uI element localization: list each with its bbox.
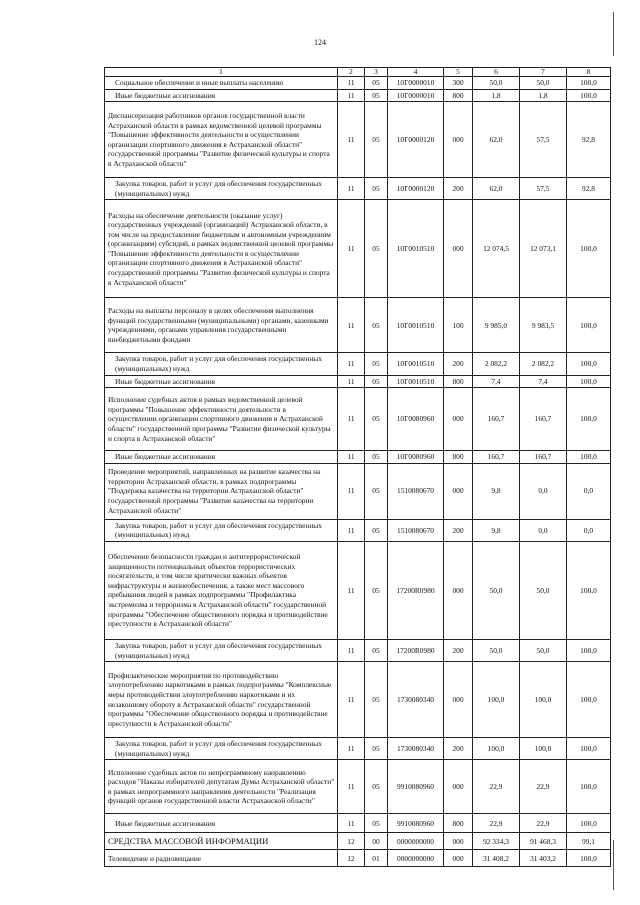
- column-number: 2: [338, 68, 365, 77]
- section-code: 11: [338, 639, 365, 661]
- expense-type-code: 200: [444, 738, 473, 760]
- table-row: [105, 388, 611, 451]
- expense-type-code: 200: [444, 353, 473, 375]
- target-article-code: 17200R0980: [388, 541, 444, 639]
- margin-rule-bottom: [613, 840, 614, 890]
- section-code: 11: [338, 463, 365, 519]
- subsection-code: 05: [365, 451, 388, 464]
- section-code: 11: [338, 200, 365, 298]
- budget-table: [104, 67, 611, 867]
- subsection-code: 05: [365, 738, 388, 760]
- section-code: 11: [338, 451, 365, 464]
- planned-amount: 100,0: [473, 662, 520, 738]
- target-article-code: 17200R0980: [388, 639, 444, 661]
- row-description: Расходы на обеспечение деятельности (оказание услуг) государственных учреждений (организаций) Астраханской области, в том числе на предоставление бюджетным и автономным учреждениям (организациям) субсидий, в рамках ведомственной целевой программы "Повышение эффективности деятельности в осуществлении организации спортивного движения в Астраханской области" государственной программы "Развитие физической культуры и спорта в Астраханской области": [105, 200, 338, 298]
- target-article-code: 10Г0000120: [388, 178, 444, 200]
- expense-type-code: 000: [444, 760, 473, 814]
- subsection-code: 05: [365, 814, 388, 833]
- planned-amount: 50,0: [473, 639, 520, 661]
- planned-amount: 92 334,3: [473, 833, 520, 850]
- table-body: [105, 68, 611, 867]
- expense-type-code: 000: [444, 833, 473, 850]
- section-code: 11: [338, 178, 365, 200]
- planned-amount: 100,0: [473, 738, 520, 760]
- row-description: Закупка товаров, работ и услуг для обеспечения государственных (муниципальных) нужд: [105, 353, 338, 375]
- execution-percent: 100,0: [567, 200, 611, 298]
- target-article-code: 10Г0080960: [388, 451, 444, 464]
- table-row: [105, 77, 611, 90]
- execution-percent: 92,8: [567, 178, 611, 200]
- expense-type-code: 800: [444, 814, 473, 833]
- subsection-code: 05: [365, 353, 388, 375]
- row-description: Исполнение судебных актов по непрограммному направлению расходов "Наказы избирателей депутатам Думы Астраханской области" в рамках непрограммного направления деятельности "Реализация функций органов государственной власти Астраханской области": [105, 760, 338, 814]
- row-description: Телевидение и радиовещание: [105, 850, 338, 867]
- execution-percent: 100,0: [567, 89, 611, 102]
- executed-amount: 9 983,5: [520, 298, 567, 353]
- target-article-code: 10Г0080960: [388, 388, 444, 451]
- executed-amount: 100,0: [520, 662, 567, 738]
- planned-amount: 62,0: [473, 102, 520, 178]
- expense-type-code: 800: [444, 451, 473, 464]
- target-article-code: 0000000000: [388, 850, 444, 867]
- subsection-code: 05: [365, 102, 388, 178]
- expense-type-code: 200: [444, 639, 473, 661]
- row-description: Иные бюджетные ассигнования: [105, 375, 338, 388]
- executed-amount: 22,9: [520, 760, 567, 814]
- executed-amount: 57,5: [520, 102, 567, 178]
- expense-type-code: 000: [444, 850, 473, 867]
- table-row: [105, 850, 611, 867]
- planned-amount: 9,8: [473, 463, 520, 519]
- table-row: [105, 89, 611, 102]
- expense-type-code: 100: [444, 298, 473, 353]
- execution-percent: 100,0: [567, 814, 611, 833]
- planned-amount: 22,9: [473, 760, 520, 814]
- target-article-code: 10Г0010510: [388, 298, 444, 353]
- margin-rule-top: [613, 12, 614, 56]
- subsection-code: 05: [365, 89, 388, 102]
- executed-amount: 7,4: [520, 375, 567, 388]
- target-article-code: 10Г0010510: [388, 200, 444, 298]
- execution-percent: 0,0: [567, 463, 611, 519]
- subsection-code: 05: [365, 375, 388, 388]
- row-description: Иные бюджетные ассигнования: [105, 451, 338, 464]
- expense-type-code: 200: [444, 519, 473, 541]
- table-row: [105, 662, 611, 738]
- expense-type-code: 000: [444, 200, 473, 298]
- column-number: 5: [444, 68, 473, 77]
- table-row: [105, 463, 611, 519]
- table-row: [105, 102, 611, 178]
- expense-type-code: 000: [444, 463, 473, 519]
- executed-amount: 12 073,1: [520, 200, 567, 298]
- section-code: 11: [338, 760, 365, 814]
- row-description: Исполнение судебных актов в рамках ведомственной целевой программы "Повышение эффективности деятельности в осуществлении организации спортивного движения в Астраханской области" государственной программы "Развитие физической культуры и спорта в Астраханской области": [105, 388, 338, 451]
- subsection-code: 05: [365, 77, 388, 90]
- subsection-code: 05: [365, 200, 388, 298]
- executed-amount: 22,9: [520, 814, 567, 833]
- section-code: 12: [338, 833, 365, 850]
- execution-percent: 100,0: [567, 738, 611, 760]
- column-number: 6: [473, 68, 520, 77]
- section-code: 11: [338, 102, 365, 178]
- row-description: Иные бюджетные ассигнования: [105, 814, 338, 833]
- planned-amount: 1,8: [473, 89, 520, 102]
- subsection-code: 05: [365, 662, 388, 738]
- page-number: 124: [314, 38, 326, 47]
- subsection-code: 05: [365, 463, 388, 519]
- planned-amount: 9,8: [473, 519, 520, 541]
- execution-percent: 100,0: [567, 375, 611, 388]
- execution-percent: 100,0: [567, 388, 611, 451]
- subsection-code: 00: [365, 833, 388, 850]
- table-row: [105, 451, 611, 464]
- table-row: [105, 639, 611, 661]
- executed-amount: 31 403,2: [520, 850, 567, 867]
- expense-type-code: 000: [444, 388, 473, 451]
- planned-amount: 31 408,2: [473, 850, 520, 867]
- target-article-code: 1730080340: [388, 738, 444, 760]
- table-row: [105, 353, 611, 375]
- planned-amount: 50,0: [473, 541, 520, 639]
- execution-percent: 100,0: [567, 451, 611, 464]
- table-row: [105, 541, 611, 639]
- execution-percent: 100,0: [567, 639, 611, 661]
- executed-amount: 50,0: [520, 639, 567, 661]
- column-number: 4: [388, 68, 444, 77]
- row-description: Расходы на выплаты персоналу в целях обеспечения выполнения функций государственными (муниципальными) органами, казенными учреждениями, органами управления государственными внебюджетными фондами: [105, 298, 338, 353]
- section-code: 11: [338, 298, 365, 353]
- row-description: Закупка товаров, работ и услуг для обеспечения государственных (муниципальных) нужд: [105, 738, 338, 760]
- column-number: 3: [365, 68, 388, 77]
- expense-type-code: 800: [444, 89, 473, 102]
- row-description: Закупка товаров, работ и услуг для обеспечения государственных (муниципальных) нужд: [105, 519, 338, 541]
- target-article-code: 10Г0010510: [388, 353, 444, 375]
- execution-percent: 100,0: [567, 850, 611, 867]
- section-code: 11: [338, 662, 365, 738]
- column-number: 7: [520, 68, 567, 77]
- row-description: Закупка товаров, работ и услуг для обеспечения государственных (муниципальных) нужд: [105, 639, 338, 661]
- executed-amount: 0,0: [520, 519, 567, 541]
- table-row: [105, 200, 611, 298]
- executed-amount: 1,8: [520, 89, 567, 102]
- section-code: 11: [338, 388, 365, 451]
- target-article-code: 10Г0000010: [388, 89, 444, 102]
- executed-amount: 91 468,3: [520, 833, 567, 850]
- executed-amount: 50,0: [520, 541, 567, 639]
- subsection-code: 05: [365, 760, 388, 814]
- subsection-code: 01: [365, 850, 388, 867]
- target-article-code: 10Г0010510: [388, 375, 444, 388]
- section-code: 11: [338, 89, 365, 102]
- subsection-code: 05: [365, 178, 388, 200]
- execution-percent: 100,0: [567, 298, 611, 353]
- target-article-code: 1510080670: [388, 519, 444, 541]
- executed-amount: 100,0: [520, 738, 567, 760]
- planned-amount: 22,9: [473, 814, 520, 833]
- expense-type-code: 000: [444, 102, 473, 178]
- planned-amount: 160,7: [473, 388, 520, 451]
- row-description: Проведение мероприятий, направленных на развитие казачества на территории Астраханской области, в рамках подпрограммы "Поддержка казачества на территории Астраханской области" государственной программы "Развитие казачества на территории Астраханской области": [105, 463, 338, 519]
- expense-type-code: 000: [444, 662, 473, 738]
- executed-amount: 57,5: [520, 178, 567, 200]
- table-row: [105, 833, 611, 850]
- column-number: 1: [105, 68, 338, 77]
- target-article-code: 9910080960: [388, 760, 444, 814]
- planned-amount: 50,0: [473, 77, 520, 90]
- execution-percent: 99,1: [567, 833, 611, 850]
- column-number-row: [105, 68, 611, 77]
- planned-amount: 12 074,5: [473, 200, 520, 298]
- table-row: [105, 298, 611, 353]
- target-article-code: 10Г0000120: [388, 102, 444, 178]
- target-article-code: 9910080960: [388, 814, 444, 833]
- executed-amount: 2 082,2: [520, 353, 567, 375]
- expense-type-code: 800: [444, 375, 473, 388]
- row-description: Обеспечение безопасности граждан и антитеррористической защищенности потенциальных объектов террористических посягательств, в том числе критически важных объектов инфраструктуры и жизнеобеспечения, а также мест массового пребывания людей в рамках подпрограммы "Профилактика экстремизма и терроризма в Астраханской области" государственной программы "Обеспечение общественного порядка и противодействие преступности в Астраханской области": [105, 541, 338, 639]
- planned-amount: 2 082,2: [473, 353, 520, 375]
- table-row: [105, 760, 611, 814]
- row-description: Профилактические мероприятия по противодействию злоупотреблению наркотиками в рамках подпрограммы "Комплексные меры противодействия злоупотреблению наркотиками и их незаконному обороту в Астраханской области" государственной программы "Обеспечение общественного порядка и противодействие преступности в Астраханской области": [105, 662, 338, 738]
- target-article-code: 10Г0000010: [388, 77, 444, 90]
- execution-percent: 100,0: [567, 353, 611, 375]
- planned-amount: 7,4: [473, 375, 520, 388]
- execution-percent: 0,0: [567, 519, 611, 541]
- row-description: СРЕДСТВА МАССОВОЙ ИНФОРМАЦИИ: [105, 833, 338, 850]
- column-number: 8: [567, 68, 611, 77]
- execution-percent: 100,0: [567, 77, 611, 90]
- executed-amount: 0,0: [520, 463, 567, 519]
- expense-type-code: 200: [444, 178, 473, 200]
- execution-percent: 100,0: [567, 662, 611, 738]
- target-article-code: 0000000000: [388, 833, 444, 850]
- table-row: [105, 814, 611, 833]
- execution-percent: 100,0: [567, 541, 611, 639]
- section-code: 11: [338, 375, 365, 388]
- subsection-code: 05: [365, 519, 388, 541]
- section-code: 12: [338, 850, 365, 867]
- section-code: 11: [338, 519, 365, 541]
- section-code: 11: [338, 77, 365, 90]
- table-row: [105, 738, 611, 760]
- row-description: Социальное обеспечение и иные выплаты населению: [105, 77, 338, 90]
- subsection-code: 05: [365, 639, 388, 661]
- planned-amount: 9 985,0: [473, 298, 520, 353]
- executed-amount: 160,7: [520, 388, 567, 451]
- section-code: 11: [338, 541, 365, 639]
- execution-percent: 100,0: [567, 760, 611, 814]
- execution-percent: 92,8: [567, 102, 611, 178]
- section-code: 11: [338, 353, 365, 375]
- target-article-code: 1730080340: [388, 662, 444, 738]
- subsection-code: 05: [365, 388, 388, 451]
- table-row: [105, 178, 611, 200]
- section-code: 11: [338, 738, 365, 760]
- table-row: [105, 375, 611, 388]
- row-description: Иные бюджетные ассигнования: [105, 89, 338, 102]
- planned-amount: 160,7: [473, 451, 520, 464]
- executed-amount: 160,7: [520, 451, 567, 464]
- subsection-code: 05: [365, 541, 388, 639]
- executed-amount: 50,0: [520, 77, 567, 90]
- section-code: 11: [338, 814, 365, 833]
- target-article-code: 1510080670: [388, 463, 444, 519]
- table-row: [105, 519, 611, 541]
- row-description: Закупка товаров, работ и услуг для обеспечения государственных (муниципальных) нужд: [105, 178, 338, 200]
- expense-type-code: 000: [444, 541, 473, 639]
- subsection-code: 05: [365, 298, 388, 353]
- row-description: Диспансеризация работников органов государственной власти Астраханской области в рамках ведомственной целевой программы "Повышение эффективности деятельности в осуществлении организации спортивного движения в Астраханской области" государственной программы "Развитие физической культуры и спорта в Астраханской области": [105, 102, 338, 178]
- expense-type-code: 300: [444, 77, 473, 90]
- planned-amount: 62,0: [473, 178, 520, 200]
